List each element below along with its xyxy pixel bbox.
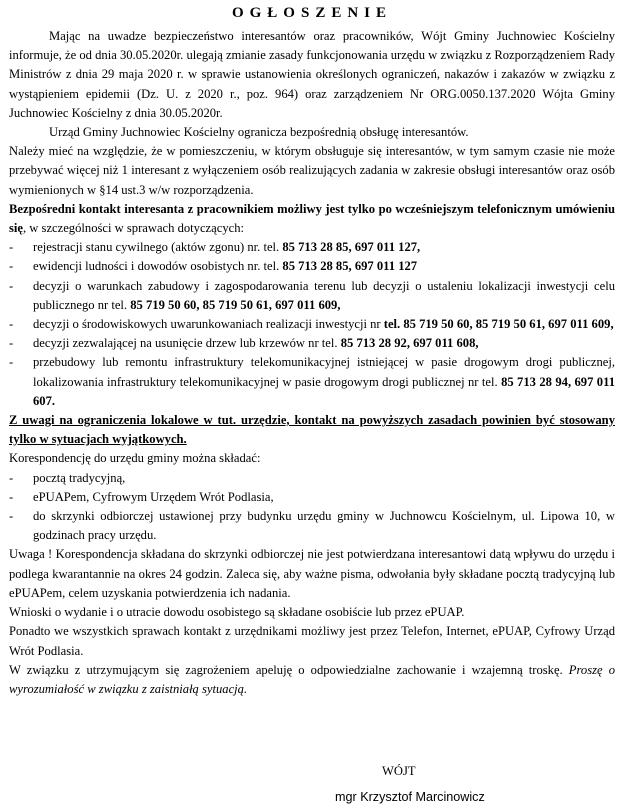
matter-text: przebudowy lub remontu infrastruktury telekomunikacyjnej istniejącej w pasie drogowym drogi publicznej, lokalizowania infrastruktury telekomunikacyjnej w pasie drogowym drogi publicznej nr tel. xyxy=(33,355,615,389)
contact-channels-paragraph: Ponadto we wszystkich sprawach kontakt z urzędnikami możliwy jest przez Telefon, Internet, ePUAP, Cyfrowy Urząd Wrót Podlasia. xyxy=(9,624,615,658)
list-item: - pocztą tradycyjną, xyxy=(9,469,615,488)
matters-list xyxy=(9,238,615,411)
signature-name: mgr Krzysztof Marcinowicz xyxy=(335,790,485,804)
matter-text: decyzji o warunkach zabudowy i zagospodarowania terenu lub decyzji o ustaleniu lokalizacji inwestycji celu publicznego nr tel. xyxy=(33,278,615,312)
notice-paragraph: Uwaga ! Korespondencja składana do skrzynki odbiorczej nie jest potwierdzana interesantowi datą wpływu do urzędu i podlega kwarantannie na okres 24 godzin. Zaleca się, aby ważne pisma, odwołania były składane pocztą tradycyjną lub ePUAPem, celem uzyskania potwierdzenia ich nadania. xyxy=(9,547,615,600)
closing-paragraph xyxy=(9,661,615,699)
closing-text: W związku z utrzymującym się zagrożeniem apeluję o odpowiedzialne zachowanie i wzajemną troskę. xyxy=(9,662,569,677)
list-item xyxy=(9,353,615,411)
list-item xyxy=(9,334,615,353)
matter-text: decyzji zezwalającej na usunięcie drzew lub krzewów nr tel. xyxy=(33,336,341,351)
matter-phones: 85 713 28 92, 697 011 608, xyxy=(340,336,479,351)
list-item xyxy=(9,257,615,276)
announcement-document xyxy=(9,0,615,699)
matter-phones: 85 713 28 85, 697 011 127 xyxy=(282,259,418,274)
limit-paragraph: Urząd Gminy Juchnowiec Kościelny ogranicza bezpośrednią obsługę interesantów. xyxy=(49,125,469,140)
matter-text: decyzji o środowiskowych uwarunkowaniach realizacji inwestycji nr xyxy=(33,317,384,332)
contact-paragraph xyxy=(9,200,615,238)
matter-text: ewidencji ludności i dowodów osobistych nr. tel. xyxy=(33,259,283,274)
matter-text: rejestracji stanu cywilnego (aktów zgonu) nr. tel. xyxy=(33,240,283,255)
matter-phones: tel. 85 719 50 60, 85 719 50 61, 697 011 609, xyxy=(383,317,614,332)
contact-bold-text: Bezpośredni kontakt interesanta z pracownikiem możliwy jest tylko po wcześniejszym telefonicznym umówieniu się xyxy=(9,201,615,236)
room-limit-paragraph: Należy mieć na względzie, że w pomieszczeniu, w którym obsługuje się interesantów, w tym samym czasie nie może przebywać więcej niż 1 interesant z wyłączeniem osób realizujących zadania w zakresie obsługi interesantów oraz osób wymienionych w §14 ust.3 w/w rozporządzenia. xyxy=(9,144,615,197)
intro-paragraph: Mając na uwadze bezpieczeństwo interesantów oraz pracowników, Wójt Gminy Juchnowiec Kościelny informuje, że od dnia 30.05.2020r. ulegają zmianie zasady funkcjonowania urzędu w związku z Rozporządzeniem Rady Ministrów z dnia 29 maja 2020 r. w sprawie ustanowienia określonych ograniczeń, nakazów i zakazów w związku z wystąpieniem epidemii (Dz. U. z 2020 r., poz. 964) oraz zarządzeniem Nr ORG.0050.137.2020 Wójta Gminy Juchnowiec Kościelny z dnia 30.05.2020r. xyxy=(9,29,615,120)
document-title: OGŁOSZENIE xyxy=(231,5,393,21)
correspondence-intro: Korespondencję do urzędu gminy można składać: xyxy=(9,451,261,466)
matter-phones: 85 719 50 60, 85 719 50 61, 697 011 609, xyxy=(130,297,341,312)
signature-title: WÓJT xyxy=(382,764,416,778)
list-item xyxy=(9,315,615,334)
correspondence-list xyxy=(9,469,615,546)
warning-paragraph xyxy=(9,411,615,449)
list-item xyxy=(9,238,615,257)
matter-phones: 85 713 28 85, 697 011 127, xyxy=(282,240,421,255)
list-item: - do skrzynki odbiorczej ustawionej przy budynku urzędu gminy w Juchnowcu Kościelnym, ul. Lipowa 10, w godzinach pracy urzędu. xyxy=(9,507,615,545)
list-item xyxy=(9,277,615,315)
matter-phones: 85 713 28 94, 697 011 607. xyxy=(33,374,615,408)
closing-italic-text: Proszę o wyrozumiałość w związku z zaistniałą sytuacją. xyxy=(9,662,615,696)
list-item: - ePUAPem, Cyfrowym Urzędem Wrót Podlasia, xyxy=(9,488,615,507)
id-documents-paragraph: Wnioski o wydanie i o utracie dowodu osobistego są składane osobiście lub przez ePUAP. xyxy=(9,605,465,620)
warning-underlined-text: Z uwagi na ograniczenia lokalowe w tut. urzędzie, kontakt na powyższych zasadach powinien być stosowany tylko w sytuacjach wyjątkowych. xyxy=(9,413,615,447)
contact-rest-text: , w szczególności w sprawach dotyczących: xyxy=(23,221,244,236)
